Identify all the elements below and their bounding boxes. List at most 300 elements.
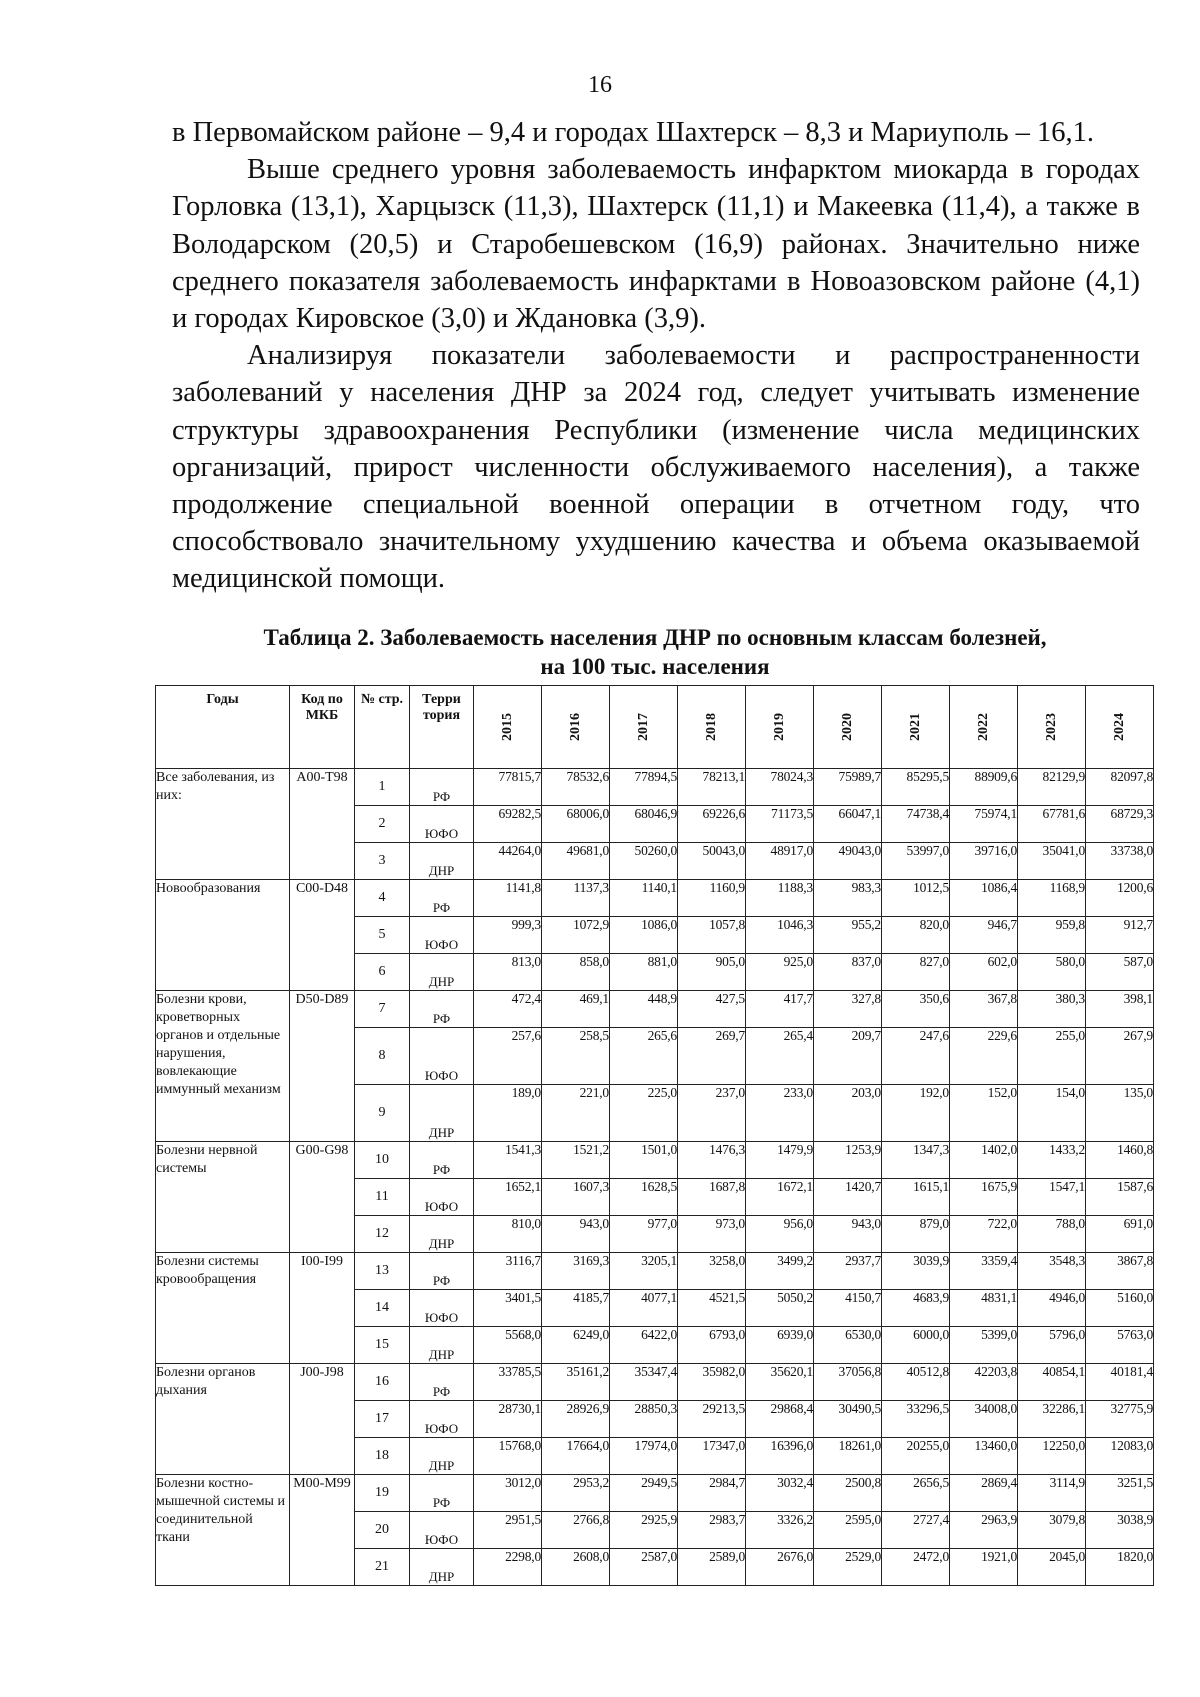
value-cell: 265,6 xyxy=(610,1028,678,1085)
value-cell: 2953,2 xyxy=(542,1475,610,1512)
value-cell: 2298,0 xyxy=(474,1549,542,1586)
value-cell: 29868,4 xyxy=(746,1401,814,1438)
value-cell: 3039,9 xyxy=(882,1253,950,1290)
value-cell: 28926,9 xyxy=(542,1401,610,1438)
value-cell: 12083,0 xyxy=(1086,1438,1154,1475)
value-cell: 367,8 xyxy=(950,991,1018,1028)
table-row xyxy=(156,991,1154,1028)
header-year-label: 2019 xyxy=(771,713,787,741)
value-cell: 1607,3 xyxy=(542,1179,610,1216)
value-cell: 1675,9 xyxy=(950,1179,1018,1216)
row-number: 6 xyxy=(355,954,410,991)
value-cell: 258,5 xyxy=(542,1028,610,1085)
value-cell: 977,0 xyxy=(610,1216,678,1253)
value-cell: 4831,1 xyxy=(950,1290,1018,1327)
value-cell: 1072,9 xyxy=(542,917,610,954)
territory: ДНР xyxy=(410,1327,474,1364)
value-cell: 4683,9 xyxy=(882,1290,950,1327)
value-cell: 1547,1 xyxy=(1018,1179,1086,1216)
value-cell: 3116,7 xyxy=(474,1253,542,1290)
value-cell: 3548,3 xyxy=(1018,1253,1086,1290)
value-cell: 448,9 xyxy=(610,991,678,1028)
value-cell: 1541,3 xyxy=(474,1142,542,1179)
header-year xyxy=(678,686,746,769)
value-cell: 2472,0 xyxy=(882,1549,950,1586)
value-cell: 49043,0 xyxy=(814,843,882,880)
territory: ЮФО xyxy=(410,1401,474,1438)
value-cell: 1587,6 xyxy=(1086,1179,1154,1216)
disease-class: Все заболевания, из них: xyxy=(156,769,290,880)
value-cell: 203,0 xyxy=(814,1085,882,1142)
value-cell: 50043,0 xyxy=(678,843,746,880)
value-cell: 77894,5 xyxy=(610,769,678,806)
row-number: 18 xyxy=(355,1438,410,1475)
disease-class: Новообразования xyxy=(156,880,290,991)
icd-code: I00-I99 xyxy=(290,1253,355,1364)
value-cell: 18261,0 xyxy=(814,1438,882,1475)
table-row xyxy=(156,880,1154,917)
value-cell: 427,5 xyxy=(678,991,746,1028)
row-number: 2 xyxy=(355,806,410,843)
territory: РФ xyxy=(410,1364,474,1401)
value-cell: 1672,1 xyxy=(746,1179,814,1216)
territory: ЮФО xyxy=(410,1512,474,1549)
value-cell: 35620,1 xyxy=(746,1364,814,1401)
value-cell: 3359,4 xyxy=(950,1253,1018,1290)
value-cell: 1433,2 xyxy=(1018,1142,1086,1179)
value-cell: 40181,4 xyxy=(1086,1364,1154,1401)
value-cell: 4077,1 xyxy=(610,1290,678,1327)
value-cell: 16396,0 xyxy=(746,1438,814,1475)
header-code: Код по МКБ xyxy=(290,686,355,769)
row-number: 12 xyxy=(355,1216,410,1253)
value-cell: 2869,4 xyxy=(950,1475,1018,1512)
value-cell: 49681,0 xyxy=(542,843,610,880)
row-number: 14 xyxy=(355,1290,410,1327)
value-cell: 2949,5 xyxy=(610,1475,678,1512)
header-year xyxy=(882,686,950,769)
value-cell: 255,0 xyxy=(1018,1028,1086,1085)
value-cell: 912,7 xyxy=(1086,917,1154,954)
value-cell: 78213,1 xyxy=(678,769,746,806)
territory: ДНР xyxy=(410,1438,474,1475)
header-year xyxy=(610,686,678,769)
value-cell: 6530,0 xyxy=(814,1327,882,1364)
table-title-line: Таблица 2. Заболеваемость населения ДНР по основным классам болезней, xyxy=(263,625,1047,650)
row-number: 17 xyxy=(355,1401,410,1438)
paragraph: Выше среднего уровня заболеваемость инфарктом миокарда в городах Горловка (13,1), Харцызск (11,3), Шахтерск (11,1) и Макеевка (11,4), а также в Володарском (20,5) и Старобешевском (16,9) районах. Значительно ниже среднего показателя заболеваемость инфарктами в Новоазовском районе (4,1) и городах Кировское (3,0) и Ждановка (3,9). xyxy=(172,154,1140,335)
value-cell: 30490,5 xyxy=(814,1401,882,1438)
row-number: 19 xyxy=(355,1475,410,1512)
value-cell: 5796,0 xyxy=(1018,1327,1086,1364)
value-cell: 2983,7 xyxy=(678,1512,746,1549)
value-cell: 135,0 xyxy=(1086,1085,1154,1142)
value-cell: 1057,8 xyxy=(678,917,746,954)
value-cell: 1253,9 xyxy=(814,1142,882,1179)
value-cell: 5399,0 xyxy=(950,1327,1018,1364)
value-cell: 152,0 xyxy=(950,1085,1018,1142)
value-cell: 12250,0 xyxy=(1018,1438,1086,1475)
territory: РФ xyxy=(410,1142,474,1179)
row-number: 15 xyxy=(355,1327,410,1364)
row-number: 5 xyxy=(355,917,410,954)
value-cell: 15768,0 xyxy=(474,1438,542,1475)
value-cell: 237,0 xyxy=(678,1085,746,1142)
value-cell: 1479,9 xyxy=(746,1142,814,1179)
value-cell: 2045,0 xyxy=(1018,1549,1086,1586)
value-cell: 33738,0 xyxy=(1086,843,1154,880)
territory: ЮФО xyxy=(410,1028,474,1085)
icd-code: M00-M99 xyxy=(290,1475,355,1586)
value-cell: 3401,5 xyxy=(474,1290,542,1327)
disease-class: Болезни костно-мышечной системы и соединительной ткани xyxy=(156,1475,290,1586)
value-cell: 2951,5 xyxy=(474,1512,542,1549)
value-cell: 154,0 xyxy=(1018,1085,1086,1142)
row-number: 10 xyxy=(355,1142,410,1179)
value-cell: 78532,6 xyxy=(542,769,610,806)
value-cell: 2656,5 xyxy=(882,1475,950,1512)
value-cell: 189,0 xyxy=(474,1085,542,1142)
value-cell: 265,4 xyxy=(746,1028,814,1085)
row-number: 7 xyxy=(355,991,410,1028)
header-year-label: 2024 xyxy=(1111,713,1127,741)
header-year xyxy=(1086,686,1154,769)
value-cell: 2500,8 xyxy=(814,1475,882,1512)
value-cell: 75989,7 xyxy=(814,769,882,806)
value-cell: 1476,3 xyxy=(678,1142,746,1179)
value-cell: 973,0 xyxy=(678,1216,746,1253)
value-cell: 943,0 xyxy=(814,1216,882,1253)
value-cell: 956,0 xyxy=(746,1216,814,1253)
disease-class: Болезни крови, кроветворных органов и отдельные нарушения, вовлекающие иммунный механизм xyxy=(156,991,290,1142)
header-year xyxy=(746,686,814,769)
body-text xyxy=(172,114,1140,598)
value-cell: 1521,2 xyxy=(542,1142,610,1179)
icd-code: G00-G98 xyxy=(290,1142,355,1253)
value-cell: 3038,9 xyxy=(1086,1512,1154,1549)
value-cell: 1188,3 xyxy=(746,880,814,917)
value-cell: 5160,0 xyxy=(1086,1290,1154,1327)
header-year-label: 2017 xyxy=(635,713,651,741)
header-num: № стр. xyxy=(355,686,410,769)
value-cell: 810,0 xyxy=(474,1216,542,1253)
paragraph: в Первомайском районе – 9,4 и городах Шахтерск – 8,3 и Мариуполь – 16,1. xyxy=(172,117,1095,148)
value-cell: 580,0 xyxy=(1018,954,1086,991)
value-cell: 3326,2 xyxy=(746,1512,814,1549)
value-cell: 77815,7 xyxy=(474,769,542,806)
table-row xyxy=(156,1142,1154,1179)
value-cell: 68006,0 xyxy=(542,806,610,843)
value-cell: 6793,0 xyxy=(678,1327,746,1364)
value-cell: 20255,0 xyxy=(882,1438,950,1475)
value-cell: 472,4 xyxy=(474,991,542,1028)
row-number: 8 xyxy=(355,1028,410,1085)
value-cell: 1086,4 xyxy=(950,880,1018,917)
value-cell: 2589,0 xyxy=(678,1549,746,1586)
value-cell: 53997,0 xyxy=(882,843,950,880)
header-year xyxy=(950,686,1018,769)
value-cell: 2937,7 xyxy=(814,1253,882,1290)
value-cell: 17974,0 xyxy=(610,1438,678,1475)
header-year-label: 2023 xyxy=(1043,713,1059,741)
value-cell: 1921,0 xyxy=(950,1549,1018,1586)
value-cell: 78024,3 xyxy=(746,769,814,806)
territory: ЮФО xyxy=(410,917,474,954)
territory: ДНР xyxy=(410,1549,474,1586)
value-cell: 1168,9 xyxy=(1018,880,1086,917)
value-cell: 32775,9 xyxy=(1086,1401,1154,1438)
icd-code: A00-T98 xyxy=(290,769,355,880)
header-territory: Терри тория xyxy=(410,686,474,769)
value-cell: 4946,0 xyxy=(1018,1290,1086,1327)
value-cell: 1141,8 xyxy=(474,880,542,917)
header-year-label: 2022 xyxy=(975,713,991,741)
value-cell: 37056,8 xyxy=(814,1364,882,1401)
value-cell: 5568,0 xyxy=(474,1327,542,1364)
header-years: Годы xyxy=(156,686,290,769)
value-cell: 82097,8 xyxy=(1086,769,1154,806)
value-cell: 1501,0 xyxy=(610,1142,678,1179)
row-number: 20 xyxy=(355,1512,410,1549)
header-year xyxy=(1018,686,1086,769)
value-cell: 35161,2 xyxy=(542,1364,610,1401)
value-cell: 35041,0 xyxy=(1018,843,1086,880)
value-cell: 2963,9 xyxy=(950,1512,1018,1549)
value-cell: 247,6 xyxy=(882,1028,950,1085)
value-cell: 881,0 xyxy=(610,954,678,991)
value-cell: 4150,7 xyxy=(814,1290,882,1327)
value-cell: 3251,5 xyxy=(1086,1475,1154,1512)
value-cell: 327,8 xyxy=(814,991,882,1028)
value-cell: 192,0 xyxy=(882,1085,950,1142)
row-number: 4 xyxy=(355,880,410,917)
value-cell: 1820,0 xyxy=(1086,1549,1154,1586)
territory: ДНР xyxy=(410,954,474,991)
disease-class: Болезни органов дыхания xyxy=(156,1364,290,1475)
value-cell: 32286,1 xyxy=(1018,1401,1086,1438)
header-year xyxy=(474,686,542,769)
value-cell: 2529,0 xyxy=(814,1549,882,1586)
value-cell: 71173,5 xyxy=(746,806,814,843)
value-cell: 6000,0 xyxy=(882,1327,950,1364)
value-cell: 28850,3 xyxy=(610,1401,678,1438)
row-number: 3 xyxy=(355,843,410,880)
value-cell: 75974,1 xyxy=(950,806,1018,843)
territory: ЮФО xyxy=(410,806,474,843)
header-year xyxy=(542,686,610,769)
value-cell: 983,3 xyxy=(814,880,882,917)
value-cell: 4521,5 xyxy=(678,1290,746,1327)
table-title xyxy=(155,623,1155,681)
value-cell: 33785,5 xyxy=(474,1364,542,1401)
value-cell: 35982,0 xyxy=(678,1364,746,1401)
value-cell: 2608,0 xyxy=(542,1549,610,1586)
value-cell: 82129,9 xyxy=(1018,769,1086,806)
value-cell: 17347,0 xyxy=(678,1438,746,1475)
page-number: 16 xyxy=(588,72,612,98)
header-year-label: 2018 xyxy=(703,713,719,741)
header-year-label: 2015 xyxy=(499,713,515,741)
value-cell: 35347,4 xyxy=(610,1364,678,1401)
value-cell: 999,3 xyxy=(474,917,542,954)
territory: ЮФО xyxy=(410,1179,474,1216)
value-cell: 3012,0 xyxy=(474,1475,542,1512)
value-cell: 85295,5 xyxy=(882,769,950,806)
table-row xyxy=(156,1364,1154,1401)
value-cell: 946,7 xyxy=(950,917,1018,954)
value-cell: 722,0 xyxy=(950,1216,1018,1253)
value-cell: 209,7 xyxy=(814,1028,882,1085)
value-cell: 1347,3 xyxy=(882,1142,950,1179)
value-cell: 74738,4 xyxy=(882,806,950,843)
value-cell: 29213,5 xyxy=(678,1401,746,1438)
value-cell: 2676,0 xyxy=(746,1549,814,1586)
value-cell: 925,0 xyxy=(746,954,814,991)
value-cell: 3867,8 xyxy=(1086,1253,1154,1290)
value-cell: 229,6 xyxy=(950,1028,1018,1085)
icd-code: J00-J98 xyxy=(290,1364,355,1475)
table-row xyxy=(156,769,1154,806)
value-cell: 28730,1 xyxy=(474,1401,542,1438)
value-cell: 34008,0 xyxy=(950,1401,1018,1438)
value-cell: 68729,3 xyxy=(1086,806,1154,843)
value-cell: 17664,0 xyxy=(542,1438,610,1475)
territory: ДНР xyxy=(410,843,474,880)
value-cell: 813,0 xyxy=(474,954,542,991)
territory: РФ xyxy=(410,769,474,806)
value-cell: 257,6 xyxy=(474,1028,542,1085)
value-cell: 5050,2 xyxy=(746,1290,814,1327)
value-cell: 602,0 xyxy=(950,954,1018,991)
value-cell: 67781,6 xyxy=(1018,806,1086,843)
value-cell: 1420,7 xyxy=(814,1179,882,1216)
row-number: 16 xyxy=(355,1364,410,1401)
territory: РФ xyxy=(410,991,474,1028)
value-cell: 691,0 xyxy=(1086,1216,1154,1253)
value-cell: 1628,5 xyxy=(610,1179,678,1216)
value-cell: 788,0 xyxy=(1018,1216,1086,1253)
territory: РФ xyxy=(410,1253,474,1290)
value-cell: 225,0 xyxy=(610,1085,678,1142)
header-year-label: 2020 xyxy=(839,713,855,741)
row-number: 9 xyxy=(355,1085,410,1142)
header-year xyxy=(814,686,882,769)
value-cell: 1687,8 xyxy=(678,1179,746,1216)
value-cell: 40512,8 xyxy=(882,1364,950,1401)
morbidity-table xyxy=(155,685,1154,1586)
value-cell: 858,0 xyxy=(542,954,610,991)
value-cell: 3169,3 xyxy=(542,1253,610,1290)
value-cell: 827,0 xyxy=(882,954,950,991)
value-cell: 2925,9 xyxy=(610,1512,678,1549)
value-cell: 820,0 xyxy=(882,917,950,954)
territory: РФ xyxy=(410,880,474,917)
value-cell: 1137,3 xyxy=(542,880,610,917)
value-cell: 380,3 xyxy=(1018,991,1086,1028)
value-cell: 1402,0 xyxy=(950,1142,1018,1179)
table-body xyxy=(156,769,1154,1586)
value-cell: 3499,2 xyxy=(746,1253,814,1290)
value-cell: 398,1 xyxy=(1086,991,1154,1028)
value-cell: 3258,0 xyxy=(678,1253,746,1290)
disease-class: Болезни системы кровообращения xyxy=(156,1253,290,1364)
value-cell: 943,0 xyxy=(542,1216,610,1253)
value-cell: 2727,4 xyxy=(882,1512,950,1549)
value-cell: 959,8 xyxy=(1018,917,1086,954)
value-cell: 1160,9 xyxy=(678,880,746,917)
value-cell: 269,7 xyxy=(678,1028,746,1085)
value-cell: 955,2 xyxy=(814,917,882,954)
value-cell: 6422,0 xyxy=(610,1327,678,1364)
value-cell: 267,9 xyxy=(1086,1028,1154,1085)
value-cell: 3079,8 xyxy=(1018,1512,1086,1549)
territory: ЮФО xyxy=(410,1290,474,1327)
value-cell: 39716,0 xyxy=(950,843,1018,880)
value-cell: 1200,6 xyxy=(1086,880,1154,917)
value-cell: 2766,8 xyxy=(542,1512,610,1549)
value-cell: 1652,1 xyxy=(474,1179,542,1216)
header-year-label: 2016 xyxy=(567,713,583,741)
header-year-label: 2021 xyxy=(907,713,923,741)
value-cell: 2984,7 xyxy=(678,1475,746,1512)
row-number: 21 xyxy=(355,1549,410,1586)
row-number: 1 xyxy=(355,769,410,806)
value-cell: 905,0 xyxy=(678,954,746,991)
value-cell: 13460,0 xyxy=(950,1438,1018,1475)
value-cell: 3032,4 xyxy=(746,1475,814,1512)
territory: ДНР xyxy=(410,1085,474,1142)
value-cell: 1140,1 xyxy=(610,880,678,917)
disease-class: Болезни нервной системы xyxy=(156,1142,290,1253)
territory: ДНР xyxy=(410,1216,474,1253)
value-cell: 50260,0 xyxy=(610,843,678,880)
value-cell: 6249,0 xyxy=(542,1327,610,1364)
value-cell: 1460,8 xyxy=(1086,1142,1154,1179)
value-cell: 44264,0 xyxy=(474,843,542,880)
value-cell: 69226,6 xyxy=(678,806,746,843)
value-cell: 350,6 xyxy=(882,991,950,1028)
value-cell: 587,0 xyxy=(1086,954,1154,991)
row-number: 13 xyxy=(355,1253,410,1290)
row-number: 11 xyxy=(355,1179,410,1216)
value-cell: 5763,0 xyxy=(1086,1327,1154,1364)
value-cell: 1086,0 xyxy=(610,917,678,954)
value-cell: 221,0 xyxy=(542,1085,610,1142)
table-row xyxy=(156,1253,1154,1290)
value-cell: 40854,1 xyxy=(1018,1364,1086,1401)
value-cell: 1012,5 xyxy=(882,880,950,917)
value-cell: 233,0 xyxy=(746,1085,814,1142)
table-row xyxy=(156,1475,1154,1512)
value-cell: 2595,0 xyxy=(814,1512,882,1549)
value-cell: 33296,5 xyxy=(882,1401,950,1438)
icd-code: D50-D89 xyxy=(290,991,355,1142)
value-cell: 879,0 xyxy=(882,1216,950,1253)
value-cell: 88909,6 xyxy=(950,769,1018,806)
value-cell: 3205,1 xyxy=(610,1253,678,1290)
value-cell: 2587,0 xyxy=(610,1549,678,1586)
value-cell: 4185,7 xyxy=(542,1290,610,1327)
value-cell: 837,0 xyxy=(814,954,882,991)
value-cell: 1046,3 xyxy=(746,917,814,954)
icd-code: C00-D48 xyxy=(290,880,355,991)
table-header-row xyxy=(156,686,1154,769)
value-cell: 3114,9 xyxy=(1018,1475,1086,1512)
value-cell: 469,1 xyxy=(542,991,610,1028)
value-cell: 417,7 xyxy=(746,991,814,1028)
value-cell: 48917,0 xyxy=(746,843,814,880)
value-cell: 42203,8 xyxy=(950,1364,1018,1401)
